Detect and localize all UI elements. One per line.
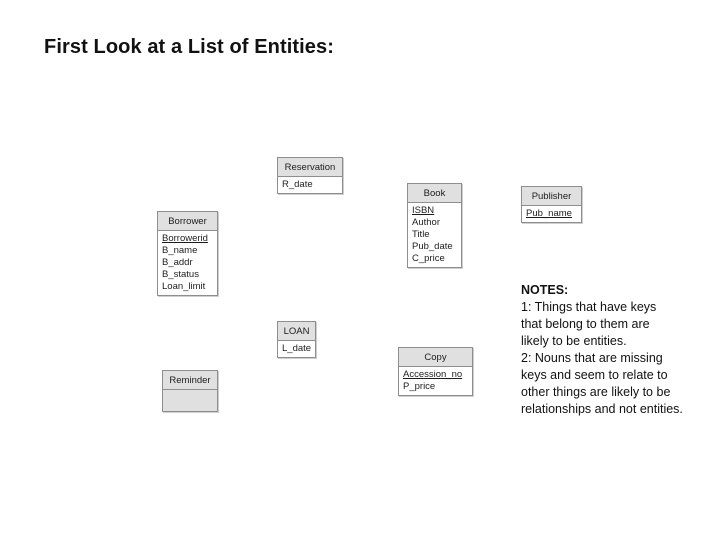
entity-attribute: Title [412, 229, 430, 240]
entity-attribute: Author [412, 217, 440, 228]
notes-line: relationships and not entities. [521, 402, 683, 416]
notes-line: that belong to them are [521, 317, 650, 331]
entity-reminder[interactable] [162, 370, 218, 412]
entity-attribute: R_date [282, 179, 313, 190]
entity-attribute: Pub_date [412, 241, 453, 252]
notes-line: 1: Things that have keys [521, 300, 657, 314]
entity-borrower[interactable] [157, 211, 218, 296]
entity-attribute: Loan_limit [162, 281, 206, 292]
entity-name: Book [408, 184, 461, 203]
entity-book[interactable] [407, 183, 462, 268]
entity-name: Copy [399, 348, 472, 367]
entity-key-attribute: Pub_name [526, 208, 572, 219]
entity-publisher[interactable] [521, 186, 582, 223]
entity-attribute: L_date [282, 343, 312, 354]
entity-name: Borrower [158, 212, 217, 231]
entity-reservation[interactable] [277, 157, 343, 194]
entity-key-attribute: Borrowerid [162, 233, 208, 244]
notes-line: other things are likely to be [521, 385, 671, 399]
entity-loan[interactable] [277, 321, 316, 358]
entity-key-attribute: Accession_no [403, 369, 463, 380]
entity-name: LOAN [278, 322, 315, 341]
entity-name: Publisher [522, 187, 581, 206]
entity-attribute: C_price [412, 253, 445, 264]
slide-title: First Look at a List of Entities: [44, 36, 334, 58]
entity-name: Reminder [163, 371, 217, 390]
entity-name: Reservation [278, 158, 342, 177]
notes-heading: NOTES: [521, 283, 569, 297]
entity-attribute: B_name [162, 245, 198, 256]
notes-line: likely to be entities. [521, 334, 627, 348]
entity-attribute: B_status [162, 269, 199, 280]
entity-attribute: P_price [403, 381, 436, 392]
notes-panel [521, 282, 716, 418]
entity-attribute: B_addr [162, 257, 193, 268]
notes-line: keys and seem to relate to [521, 368, 668, 382]
notes-line: 2: Nouns that are missing [521, 351, 663, 365]
entity-key-attribute: ISBN [412, 205, 435, 216]
entity-copy[interactable] [398, 347, 473, 396]
